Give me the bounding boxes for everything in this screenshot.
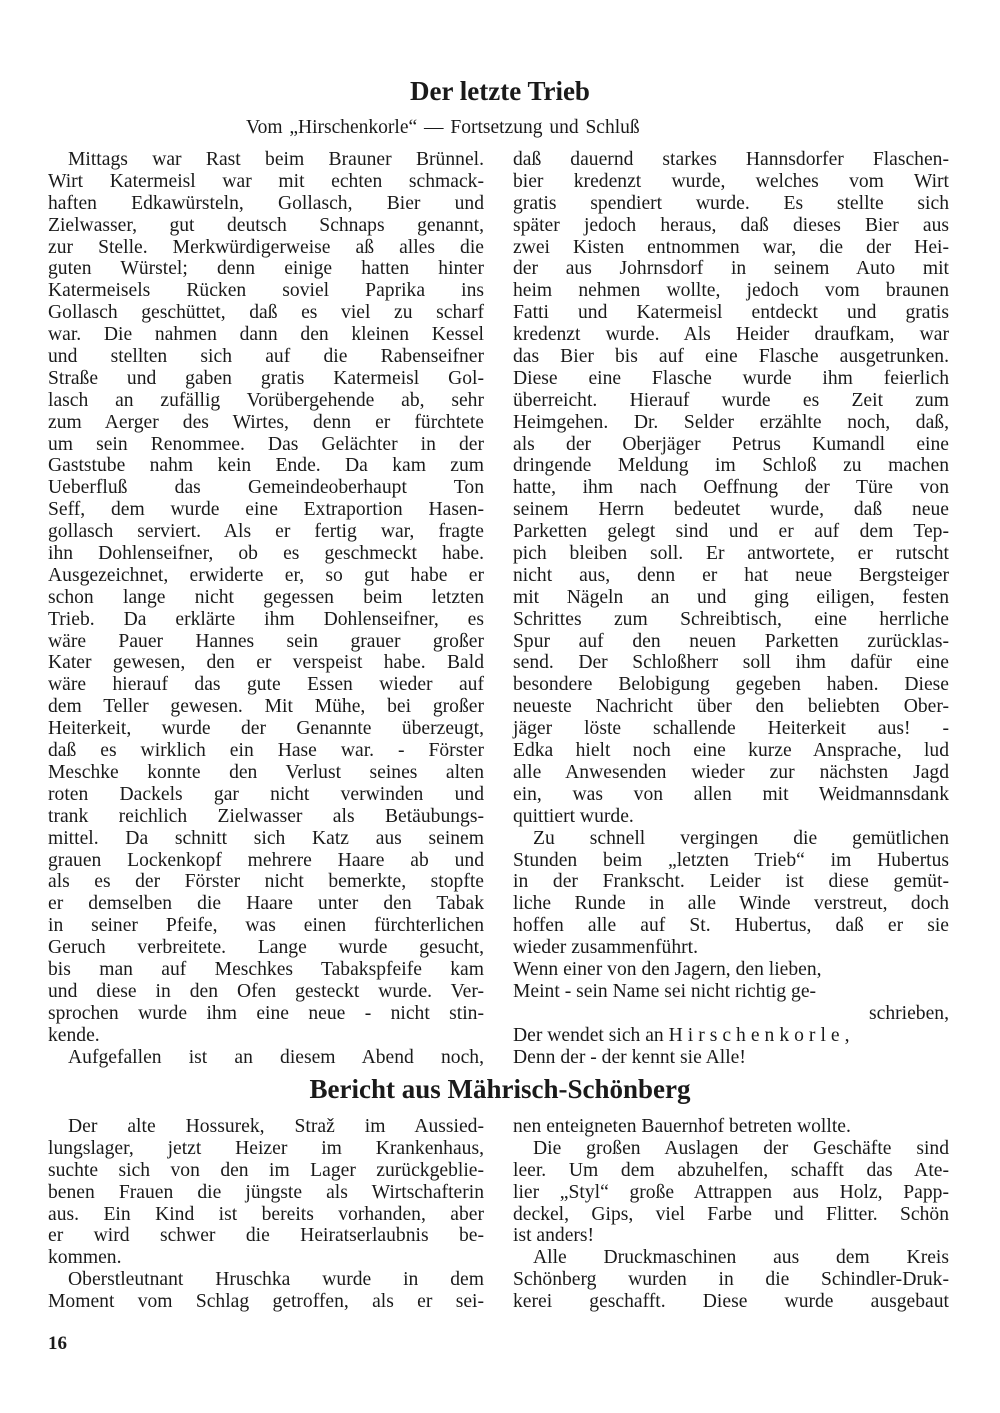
poem-line	[513, 1025, 949, 1047]
paragraph	[48, 149, 484, 1047]
text-line: haften Edkawürsteln, Gollasch, Bier und	[48, 192, 484, 214]
text-line: Schrittes zum Schreibtisch, eine herrliche	[513, 608, 949, 630]
text-line: Oberstleutnant Hruschka wurde in dem	[68, 1269, 484, 1291]
text-line: Edka hielt noch eine kurze Ansprache, lud	[513, 740, 949, 762]
text-line: Stunden beim „letzten Trieb“ im Hubertus	[513, 849, 949, 871]
text-line: ihn Dohlenseifner, ob es geschmeckt habe.	[48, 543, 484, 565]
text-line: er wird schwer die Heiratserlaubnis be-	[48, 1225, 484, 1247]
text-line: wäre Pauer Hannes sein grauer großer	[48, 630, 484, 652]
text-line: Geruch verbreitete. Lange wurde gesucht,	[48, 937, 484, 959]
text-line: quittiert wurde.	[513, 805, 634, 827]
text-line: schon lange nicht gegessen beim letzten	[48, 586, 484, 608]
text-line: seinem Herrn bedeutet wurde, daß neue	[513, 499, 949, 521]
text-line: ein, was von allen mit Weidmannsdank	[513, 783, 949, 805]
text-line: daß dauernd starkes Hannsdorfer Flaschen-	[513, 149, 949, 170]
paragraph	[513, 828, 949, 959]
text-line: Diese eine Flasche wurde ihm feierlich	[513, 367, 949, 389]
text-line: später jedoch heraus, daß dieses Bier aus	[513, 214, 949, 236]
text-line: dringende Meldung im Schloß zu machen	[513, 455, 949, 477]
text-line: lungslager, jetzt Heizer im Krankenhaus,	[48, 1137, 484, 1159]
text-line: liche Runde in alle Winde verstreut, doch	[513, 893, 949, 915]
text-line: wäre hierauf das gute Essen wieder auf	[48, 674, 484, 696]
text-line: und diese in den Ofen gesteckt wurde. Ver-	[48, 980, 484, 1002]
poem-text: ,	[844, 1024, 850, 1046]
text-line: neueste Nachricht über den beliebten Ober-	[513, 696, 949, 718]
text-line: Heiterkeit, wurde der Genannte überzeugt,	[48, 718, 484, 740]
text-line: lier „Styl“ große Attrappen aus Holz, Papp-	[513, 1181, 949, 1203]
text-line: zur Stelle. Merkwürdigerweise aß alles die	[48, 236, 484, 258]
paragraph	[513, 1247, 949, 1313]
text-line: Parketten gelegt sind und er auf dem Tep-	[513, 521, 949, 543]
text-line: besondere Belobigung gegeben haben. Diese	[513, 674, 949, 696]
text-line: kommen.	[48, 1247, 122, 1269]
article-title: Bericht aus Mährisch-Schönberg	[309, 1074, 691, 1104]
text-line: Trieb. Da erklärte ihm Dohlenseifner, es	[48, 608, 484, 630]
text-line: kende.	[48, 1024, 100, 1046]
author-name: Hirschenkorle	[668, 1024, 845, 1046]
paragraph	[48, 1047, 484, 1069]
text-line: war. Die nahmen dann den kleinen Kessel	[48, 324, 484, 346]
text-line: nicht aus, denn er hat neue Bergsteiger	[513, 564, 949, 586]
text-line: deckel, Gips, viel Farbe und Flitter. Schön	[513, 1203, 949, 1225]
text-line: gollasch serviert. Als er fertig war, fragte	[48, 521, 484, 543]
text-line: trank reichlich Zielwasser als Betäubungs-	[48, 805, 484, 827]
text-line: Zu schnell vergingen die gemütlichen	[533, 827, 949, 849]
text-line: und stellten sich auf die Rabenseifner	[48, 346, 484, 368]
text-line: guten Würstel; denn einige hatten hinter	[48, 258, 484, 280]
article-subtitle: Vom „Hirschenkorle“ — Fortsetzung und Schluß	[246, 117, 640, 138]
text-line: alle Anwesenden wieder zur nächsten Jagd	[513, 761, 949, 783]
text-line: in der Frankscht. Leider ist diese gemüt-	[513, 871, 949, 893]
text-line: mit Nägeln an und ging eiligen, festen	[513, 586, 949, 608]
article1-column-2	[513, 149, 949, 1068]
text-line: gratis spendiert wurde. Es stellte sich	[513, 192, 949, 214]
article2-column-1	[48, 1116, 484, 1313]
text-line: kredenzt wurde. Als Heider draufkam, war	[513, 324, 949, 346]
text-line: als der Oberjäger Petrus Kumandl eine	[513, 433, 949, 455]
text-line: daß es wirklich ein Hase war. - Förster	[48, 740, 484, 762]
text-line: grauen Lockenkopf mehrere Haare ab und	[48, 849, 484, 871]
text-line: um sein Renommee. Das Gelächter in der	[48, 433, 484, 455]
text-line: als es der Förster nicht bemerkte, stopfte	[48, 871, 484, 893]
text-line: dem Teller gewesen. Mit Mühe, bei großer	[48, 696, 484, 718]
text-line: ist anders!	[513, 1225, 595, 1247]
page-number: 16	[48, 1333, 67, 1354]
text-line: Kater gewesen, den er verspeist habe. Bald	[48, 652, 484, 674]
text-line: suchte sich von den im Lager zurückgeblie-	[48, 1159, 484, 1181]
text-line: aus. Ein Kind ist bereits vorhanden, aber	[48, 1203, 484, 1225]
text-line: Schönberg wurden in die Schindler-Druk-	[513, 1269, 949, 1291]
article1-column-1	[48, 149, 484, 1068]
text-line: Gollasch geschüttet, daß es viel zu scharf	[48, 302, 484, 324]
paragraph	[48, 1116, 484, 1269]
text-line: Straße und gaben gratis Katermeisl Gol-	[48, 367, 484, 389]
text-line: zwei Kisten entnommen war, die der Hei-	[513, 236, 949, 258]
poem-line: Wenn einer von den Jagern, den lieben,	[513, 958, 822, 980]
text-line: jäger löste schallende Heiterkeit aus! -	[513, 718, 949, 740]
article2-column-2	[513, 1116, 949, 1313]
text-line: Zielwasser, gut deutsch Schnaps genannt,	[48, 214, 484, 236]
text-line: leer. Um dem abzuhelfen, schafft das Ate-	[513, 1159, 949, 1181]
poem-line: Meint - sein Name sei nicht richtig ge-	[513, 980, 817, 1002]
text-line: überreicht. Hierauf wurde es Zeit zum	[513, 389, 949, 411]
text-line: Fatti und Katermeisl entdeckt und gratis	[513, 302, 949, 324]
text-line: bier kredenzt wurde, welches vom Wirt	[513, 170, 949, 192]
text-line: lasch an zufällig Vorübergehende ab, sehr	[48, 389, 484, 411]
paragraph	[48, 1269, 484, 1313]
paragraph	[513, 1138, 949, 1247]
text-line: Alle Druckmaschinen aus dem Kreis	[533, 1247, 949, 1269]
paragraph	[513, 1116, 949, 1138]
text-line: hatte, ihm nach Oeffnung der Türe von	[513, 477, 949, 499]
poem-line: schrieben,	[869, 1002, 949, 1024]
text-line: Gaststube nahm kein Ende. Da kam zum	[48, 455, 484, 477]
text-line: send. Der Schloßherr soll ihm dafür eine	[513, 652, 949, 674]
text-line: Ausgezeichnet, erwiderte er, so gut habe er	[48, 564, 484, 586]
poem-text: Der wendet sich an	[513, 1024, 669, 1046]
paragraph	[513, 149, 949, 828]
text-line: Heimgehen. Dr. Selder erzählte noch, daß,	[513, 411, 949, 433]
text-line: Katermeisels Rücken soviel Paprika ins	[48, 280, 484, 302]
text-line: zum Aerger des Wirtes, denn er fürchtete	[48, 411, 484, 433]
text-line: Seff, dem wurde eine Extraportion Hasen-	[48, 499, 484, 521]
text-line: Der alte Hossurek, Straž im Aussied-	[68, 1116, 484, 1137]
text-line: heim nehmen wollte, jedoch vom braunen	[513, 280, 949, 302]
text-line: wieder zusammenführt.	[513, 937, 698, 959]
text-line: in seiner Pfeife, was einen fürchterlichen	[48, 915, 484, 937]
text-line: das Bier bis auf eine Flasche ausgetrunken.	[513, 346, 949, 368]
text-line: hoffen alle auf St. Hubertus, daß er sie	[513, 915, 949, 937]
text-line: Mittags war Rast beim Brauner Brünnel.	[68, 149, 484, 170]
text-line: Aufgefallen ist an diesem Abend noch,	[68, 1046, 484, 1068]
text-line: kerei geschafft. Diese wurde ausgebaut	[513, 1291, 949, 1313]
article1-column-2-text	[513, 149, 949, 959]
closing-poem	[513, 959, 949, 1068]
text-line: er demselben die Haare unter den Tabak	[48, 893, 484, 915]
text-line: benen Frauen die jüngste als Wirtschafterin	[48, 1181, 484, 1203]
text-line: pich bleiben soll. Er antwortete, er rutscht	[513, 543, 949, 565]
text-line: bis man auf Meschkes Tabakspfeife kam	[48, 958, 484, 980]
text-line: roten Dackels gar nicht verwinden und	[48, 783, 484, 805]
text-line: Die großen Auslagen der Geschäfte sind	[533, 1137, 949, 1159]
poem-line: Denn der - der kennt sie Alle!	[513, 1046, 746, 1068]
text-line: nen enteigneten Bauernhof betreten wollte.	[513, 1116, 851, 1137]
article-title: Der letzte Trieb	[410, 76, 590, 106]
text-line: Moment vom Schlag getroffen, als er sei-	[48, 1291, 484, 1313]
text-line: Wirt Katermeisl war mit echten schmack-	[48, 170, 484, 192]
text-line: der aus Johrnsdorf in seinem Auto mit	[513, 258, 949, 280]
text-line: Meschke konnte den Verlust seines alten	[48, 761, 484, 783]
text-line: Spur auf den neuen Parketten zurücklas-	[513, 630, 949, 652]
text-line: mittel. Da schnitt sich Katz aus seinem	[48, 827, 484, 849]
text-line: sprochen wurde ihm eine neue - nicht stin-	[48, 1002, 484, 1024]
text-line: Ueberfluß das Gemeindeoberhaupt Ton	[48, 477, 484, 499]
